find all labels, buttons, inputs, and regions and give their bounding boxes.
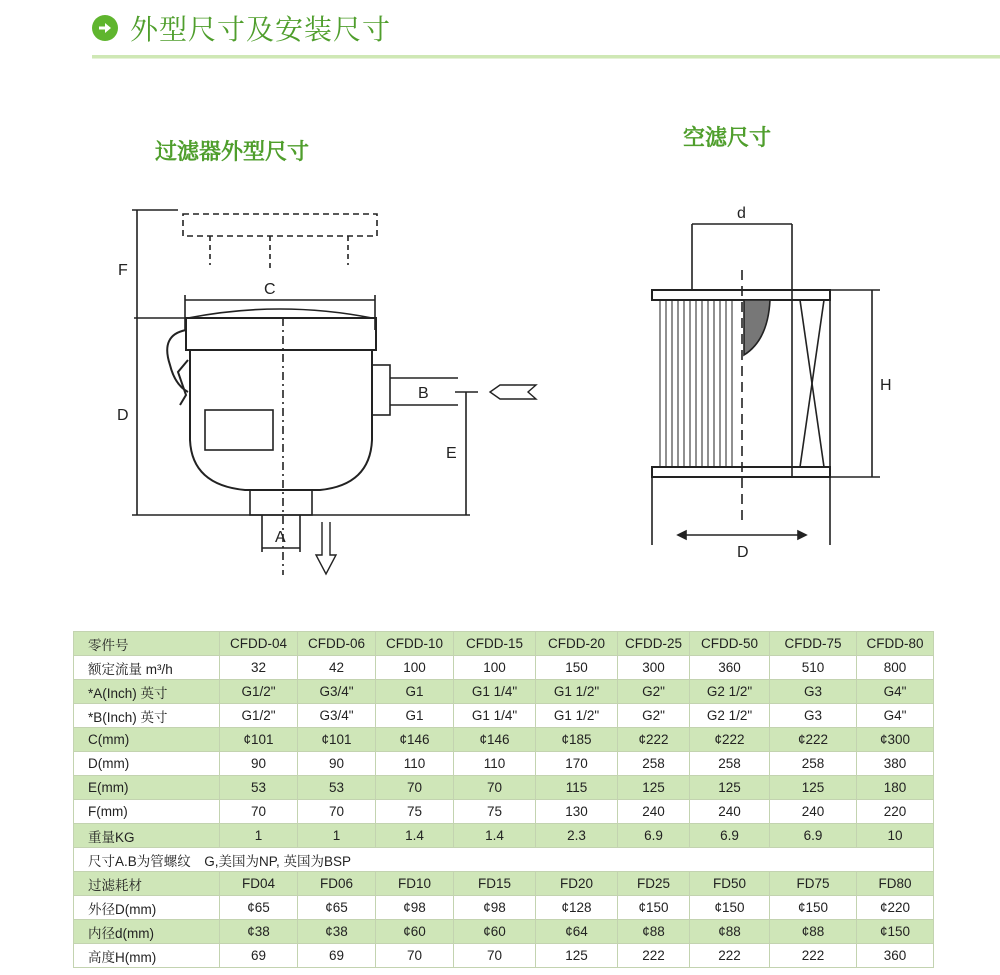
table-cell: G2 1/2" <box>690 704 770 728</box>
table-cell: ¢88 <box>690 920 770 944</box>
table-cell: 6.9 <box>770 824 857 848</box>
row-label: 重量KG <box>74 824 220 848</box>
row-label: 高度H(mm) <box>74 944 220 968</box>
table-cell: G1 <box>376 680 454 704</box>
table-cell: ¢222 <box>690 728 770 752</box>
table-row <box>74 728 934 752</box>
table-cell: ¢185 <box>536 728 618 752</box>
row-label: E(mm) <box>74 776 220 800</box>
row-label: 内径d(mm) <box>74 920 220 944</box>
table-cell: 70 <box>454 776 536 800</box>
table-cell: ¢300 <box>857 728 934 752</box>
table-cell: 258 <box>770 752 857 776</box>
table-cell: 240 <box>770 800 857 824</box>
table-cell: G1 1/4" <box>454 680 536 704</box>
table-cell: G1/2" <box>220 704 298 728</box>
table-cell: FD10 <box>376 872 454 896</box>
table-row <box>74 656 934 680</box>
table-cell: 69 <box>220 944 298 968</box>
table-cell: 258 <box>690 752 770 776</box>
table-cell: 180 <box>857 776 934 800</box>
table-cell: ¢101 <box>220 728 298 752</box>
element-dimensions-title: 空滤尺寸 <box>683 126 772 151</box>
table-row <box>74 704 934 728</box>
table-cell: 6.9 <box>690 824 770 848</box>
table-row <box>74 776 934 800</box>
table-cell: 220 <box>857 800 934 824</box>
table-cell: CFDD-50 <box>690 632 770 656</box>
dim-label-e: E <box>446 445 457 462</box>
table-cell: CFDD-10 <box>376 632 454 656</box>
dim-label-c: C <box>264 281 276 298</box>
table-cell: 70 <box>376 776 454 800</box>
table-row <box>74 752 934 776</box>
table-cell: 125 <box>690 776 770 800</box>
table-cell: CFDD-15 <box>454 632 536 656</box>
table-cell: 170 <box>536 752 618 776</box>
table-cell: CFDD-80 <box>857 632 934 656</box>
table-cell: 1 <box>220 824 298 848</box>
table-cell: 130 <box>536 800 618 824</box>
table-note-row <box>74 848 934 872</box>
element-dimension-labels <box>737 205 892 561</box>
row-label: 零件号 <box>74 632 220 656</box>
table-cell: G4" <box>857 704 934 728</box>
table-cell: 125 <box>618 776 690 800</box>
table-cell: CFDD-20 <box>536 632 618 656</box>
table-cell: G3/4" <box>298 680 376 704</box>
table-cell: 222 <box>690 944 770 968</box>
table-cell: 125 <box>770 776 857 800</box>
table-cell: 1.4 <box>376 824 454 848</box>
table-row <box>74 800 934 824</box>
dim-label-inner-d: d <box>737 205 746 222</box>
filter-dimension-labels <box>117 262 457 546</box>
table-cell: G2" <box>618 704 690 728</box>
dim-label-a: A <box>275 529 286 546</box>
table-cell: 75 <box>454 800 536 824</box>
page-title: 外型尺寸及安装尺寸 <box>130 13 392 46</box>
table-cell: FD06 <box>298 872 376 896</box>
row-label: *B(Inch) 英寸 <box>74 704 220 728</box>
table-cell: ¢64 <box>536 920 618 944</box>
table-cell: 100 <box>454 656 536 680</box>
table-cell: 510 <box>770 656 857 680</box>
dim-label-d: D <box>117 407 129 424</box>
table-cell: 70 <box>298 800 376 824</box>
table-cell: ¢60 <box>376 920 454 944</box>
spec-table <box>73 631 934 968</box>
table-cell: ¢150 <box>618 896 690 920</box>
table-cell: ¢60 <box>454 920 536 944</box>
table-cell: G1 1/4" <box>454 704 536 728</box>
table-cell: G3/4" <box>298 704 376 728</box>
row-label: *A(Inch) 英寸 <box>74 680 220 704</box>
table-cell: 10 <box>857 824 934 848</box>
table-row <box>74 824 934 848</box>
table-cell: ¢150 <box>857 920 934 944</box>
table-cell: ¢150 <box>770 896 857 920</box>
row-label: C(mm) <box>74 728 220 752</box>
table-cell: 110 <box>376 752 454 776</box>
table-cell: FD50 <box>690 872 770 896</box>
filter-dimensions-title: 过滤器外型尺寸 <box>155 140 310 165</box>
table-cell: 222 <box>770 944 857 968</box>
table-cell: 90 <box>298 752 376 776</box>
filter-drawing <box>132 210 536 575</box>
table-cell: 1.4 <box>454 824 536 848</box>
table-cell: 69 <box>298 944 376 968</box>
table-cell: 100 <box>376 656 454 680</box>
table-cell: 300 <box>618 656 690 680</box>
table-cell: 53 <box>220 776 298 800</box>
table-row <box>74 896 934 920</box>
table-cell: ¢220 <box>857 896 934 920</box>
table-cell: ¢98 <box>454 896 536 920</box>
table-cell: G1 1/2" <box>536 704 618 728</box>
table-row <box>74 944 934 968</box>
table-cell: G2" <box>618 680 690 704</box>
table-cell: ¢222 <box>618 728 690 752</box>
table-cell: FD04 <box>220 872 298 896</box>
table-cell: 32 <box>220 656 298 680</box>
table-cell: 75 <box>376 800 454 824</box>
dim-label-h: H <box>880 377 892 394</box>
table-cell: 240 <box>690 800 770 824</box>
table-row <box>74 632 934 656</box>
table-cell: G1 <box>376 704 454 728</box>
table-cell: FD75 <box>770 872 857 896</box>
table-cell: ¢222 <box>770 728 857 752</box>
table-cell: ¢38 <box>220 920 298 944</box>
table-cell: ¢38 <box>298 920 376 944</box>
table-cell: 110 <box>454 752 536 776</box>
row-label: 外径D(mm) <box>74 896 220 920</box>
table-cell: FD80 <box>857 872 934 896</box>
table-cell: FD20 <box>536 872 618 896</box>
table-row <box>74 920 934 944</box>
table-cell: CFDD-04 <box>220 632 298 656</box>
table-cell: 70 <box>454 944 536 968</box>
table-cell: ¢150 <box>690 896 770 920</box>
table-row <box>74 680 934 704</box>
table-cell: 360 <box>690 656 770 680</box>
table-cell: 1 <box>298 824 376 848</box>
table-cell: 150 <box>536 656 618 680</box>
table-cell: ¢65 <box>220 896 298 920</box>
table-cell: ¢128 <box>536 896 618 920</box>
row-label: 额定流量 m³/h <box>74 656 220 680</box>
table-cell: 115 <box>536 776 618 800</box>
element-drawing <box>652 224 880 545</box>
table-cell: FD25 <box>618 872 690 896</box>
table-cell: 222 <box>618 944 690 968</box>
table-row <box>74 872 934 896</box>
table-cell: 125 <box>536 944 618 968</box>
dim-label-b: B <box>418 385 429 402</box>
table-cell: 6.9 <box>618 824 690 848</box>
dim-label-f: F <box>118 262 128 279</box>
table-cell: 800 <box>857 656 934 680</box>
table-cell: G4" <box>857 680 934 704</box>
table-cell: 240 <box>618 800 690 824</box>
dim-label-outer-d: D <box>737 544 749 561</box>
table-cell: ¢101 <box>298 728 376 752</box>
table-cell: CFDD-75 <box>770 632 857 656</box>
table-cell: FD15 <box>454 872 536 896</box>
table-cell: 42 <box>298 656 376 680</box>
table-cell: CFDD-25 <box>618 632 690 656</box>
row-label: F(mm) <box>74 800 220 824</box>
table-cell: G1/2" <box>220 680 298 704</box>
table-cell: ¢146 <box>454 728 536 752</box>
table-cell: 70 <box>220 800 298 824</box>
row-label: D(mm) <box>74 752 220 776</box>
table-cell: ¢88 <box>770 920 857 944</box>
row-label: 过滤耗材 <box>74 872 220 896</box>
table-cell: 360 <box>857 944 934 968</box>
table-cell: 2.3 <box>536 824 618 848</box>
table-note: 尺寸A.B为管螺纹 G,美国为NP, 英国为BSP <box>74 848 934 872</box>
table-cell: 380 <box>857 752 934 776</box>
table-cell: ¢65 <box>298 896 376 920</box>
table-cell: G3 <box>770 704 857 728</box>
table-cell: 70 <box>376 944 454 968</box>
table-cell: ¢146 <box>376 728 454 752</box>
table-cell: CFDD-06 <box>298 632 376 656</box>
table-cell: G1 1/2" <box>536 680 618 704</box>
table-cell: 53 <box>298 776 376 800</box>
table-cell: G2 1/2" <box>690 680 770 704</box>
table-cell: G3 <box>770 680 857 704</box>
table-cell: ¢88 <box>618 920 690 944</box>
table-cell: 258 <box>618 752 690 776</box>
table-cell: 90 <box>220 752 298 776</box>
table-cell: ¢98 <box>376 896 454 920</box>
